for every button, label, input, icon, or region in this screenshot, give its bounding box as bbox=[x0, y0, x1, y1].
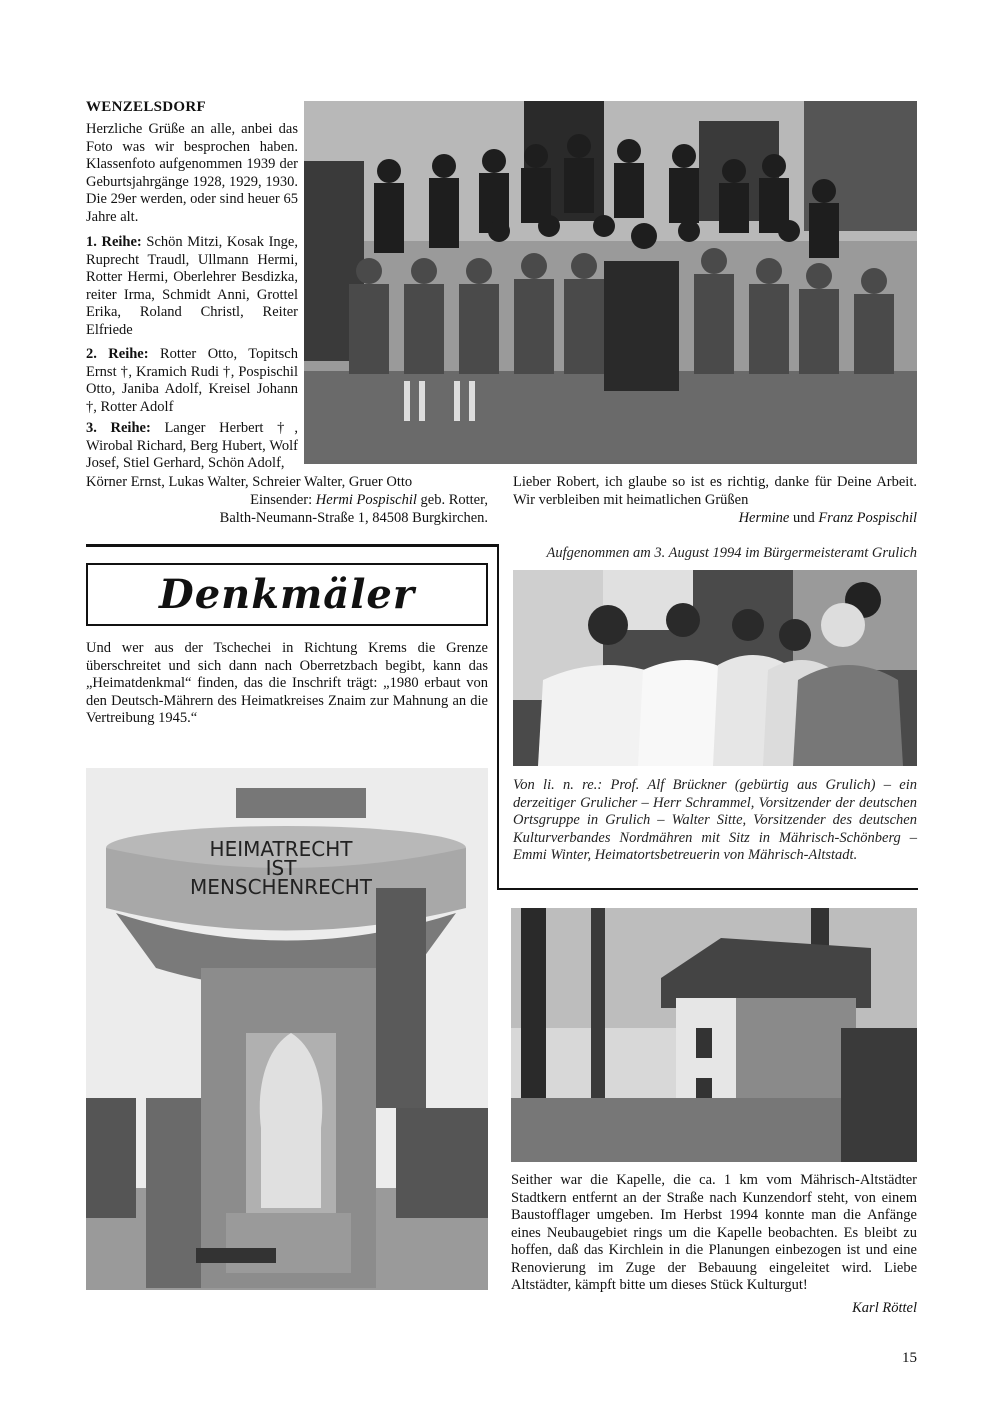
sender-line bbox=[120, 492, 488, 510]
sender-address: Balth-Neumann-Straße 1, 84508 Burgkirchen. bbox=[219, 510, 488, 526]
grulich-caption-top: Aufgenommen am 3. August 1994 im Bürgermeisteramt Grulich bbox=[546, 545, 917, 561]
grulich-photo bbox=[513, 570, 917, 766]
sender-suffix: geb. Rotter, bbox=[416, 492, 488, 508]
signature-hermine: Hermine bbox=[738, 510, 790, 526]
class-row-3 bbox=[86, 420, 298, 473]
row3-label: 3. Reihe: bbox=[86, 420, 151, 436]
denkmaeler-top-rule bbox=[86, 544, 498, 547]
signature-and: und bbox=[789, 510, 819, 526]
reply-text: Lieber Robert, ich glaube so ist es richtig, danke für Deine Arbeit. Wir verbleiben mit heimatlichen Grüßen bbox=[513, 474, 917, 508]
denkmaeler-title: Denkmäler bbox=[159, 571, 415, 618]
monument-inscription bbox=[126, 837, 436, 899]
kapelle-photo bbox=[511, 908, 917, 1162]
class-row-2 bbox=[86, 346, 298, 416]
page-number: 15 bbox=[902, 1350, 917, 1366]
kapelle-text: Seither war die Kapelle, die ca. 1 km vom Mährisch-Altstädter Stadtkern entfernt an der Straße nach Kunzendorf steht, von einem Baustofflager umgeben. Im Herbst 1994 konnte man die Anfänge eines Neubaugebiet rings um die Kapelle beobachten. Es bleibt zu hoffen, daß das Kirchlein in die Planungen einbezogen ist und eine Renovierung im Zuge der Bebauung eingeleitet wird. Liebe Altstädter, kämpft bitte um dieses Stück Kulturgut! bbox=[511, 1172, 917, 1293]
reply-signature bbox=[513, 510, 917, 528]
monument-inscription-line2: IST bbox=[265, 856, 297, 880]
grulich-frame-left-rule bbox=[497, 544, 499, 890]
denkmaeler-title-box bbox=[86, 563, 488, 626]
wenzelsdorf-intro: Herzliche Grüße an alle, anbei das Foto was wir besprochen haben. Klassenfoto aufgenommen 1939 der Geburtsjahrgänge 1928, 1929, 1930. Die 29er werden, oder sind heuer 65 Jahre alt. bbox=[86, 121, 298, 225]
row1-label: 1. Reihe: bbox=[86, 234, 142, 250]
monument-photo bbox=[86, 768, 488, 1290]
class-row-3-continued: Körner Ernst, Lukas Walter, Schreier Walter, Gruer Otto bbox=[86, 474, 413, 490]
monument-inscription-line3: MENSCHENRECHT bbox=[190, 875, 372, 899]
grulich-caption-bottom: Von li. n. re.: Prof. Alf Brückner (gebürtig aus Grulich) – ein derzeitiger Grulicher – Herr Schrammel, Vorsitzender der deutschen Ortsgruppe in Grulich – Walter Sitte, Vorsitzender des deutschen Kulturverbandes Nordmähren mit Sitz in Mährisch-Schönberg – Emmi Winter, Heimatortsbetreuerin von Mährisch-Altstadt. bbox=[513, 777, 917, 863]
sender-prefix: Einsender: bbox=[250, 492, 316, 508]
row2-label: 2. Reihe: bbox=[86, 346, 149, 362]
class-photo-1939 bbox=[304, 101, 917, 464]
sender-name: Hermi Pospischil bbox=[315, 492, 417, 508]
row3-names: Langer Herbert †, Wirobal Richard, Berg Hubert, Wolf Josef, Stiel Gerhard, Schön Adolf, bbox=[86, 420, 298, 471]
kapelle-author-name: Karl Röttel bbox=[852, 1300, 917, 1316]
row1-names: Schön Mitzi, Kosak Inge, Ruprecht Traudl, Ullmann Hermi, Rotter Hermi, Oberlehrer Besdizka, reiter Irma, Schmidt Anni, Grottel Erika, Roland Christl, Reiter Elfriede bbox=[86, 234, 298, 338]
monument-inscription-line1: HEIMATRECHT bbox=[209, 837, 353, 861]
kapelle-author bbox=[511, 1300, 917, 1318]
class-row-1 bbox=[86, 234, 298, 339]
grulich-frame-bottom-rule bbox=[497, 888, 918, 890]
wenzelsdorf-heading: WENZELSDORF bbox=[86, 99, 206, 115]
signature-franz: Franz Pospischil bbox=[818, 510, 917, 526]
denkmaeler-body: Und wer aus der Tschechei in Richtung Krems die Grenze überschreitet und sich dann nach Oberretzbach begibt, kann das „Heimatdenkmal“ finden, das die Inschrift trägt: „1980 erbaut von den Deutsch-Mährern des Heimatkreises Znaim zur Mahnung an die Vertreibung 1945.“ bbox=[86, 640, 488, 726]
row2-names: Rotter Otto, Topitsch Ernst †, Kramich Rudi †, Pospischil Otto, Janiba Adolf, Kreisel Johann †, Rotter Adolf bbox=[86, 346, 298, 415]
